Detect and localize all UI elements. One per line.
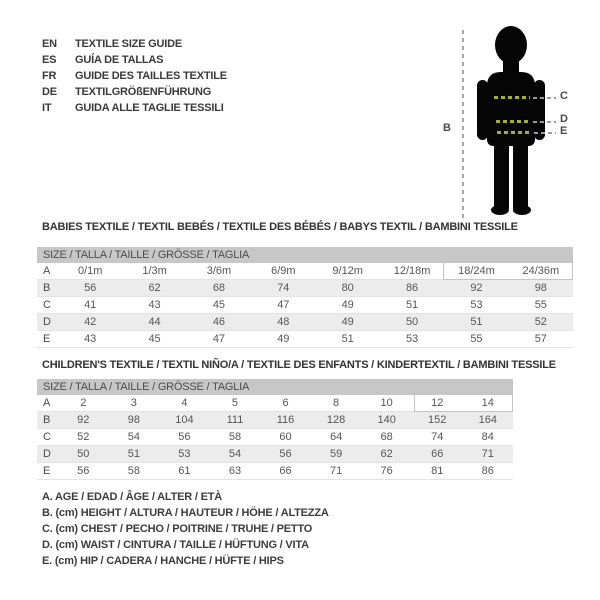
child-silhouette-icon: [456, 24, 566, 224]
hip-measure-dashes: [497, 131, 531, 134]
size-cell: 50: [405, 316, 419, 328]
size-cell: 4: [181, 397, 188, 409]
size-cell: 24/36m: [522, 265, 560, 277]
row-label: E: [43, 333, 51, 345]
size-cell: 76: [380, 465, 393, 477]
size-table-row-D: [37, 314, 573, 331]
size-cell: 51: [127, 448, 140, 460]
language-title: GUIDA ALLE TAGLIE TESSILI: [75, 102, 224, 114]
size-cell: 68: [212, 282, 226, 294]
size-cell: 63: [228, 465, 242, 477]
size-cell: 128: [326, 414, 346, 426]
size-cell: 60: [279, 431, 292, 443]
size-cell: 47: [277, 299, 290, 311]
size-cell: 54: [228, 448, 242, 460]
language-code: ES: [42, 54, 57, 66]
size-cell: 51: [470, 316, 483, 328]
chest-measure-leader: [533, 97, 556, 99]
language-title: GUIDE DES TAILLES TEXTILE: [75, 70, 227, 82]
size-cell: 86: [405, 282, 419, 294]
row-label: C: [43, 431, 51, 443]
row-label: C: [43, 299, 51, 311]
language-title: GUÍA DE TALLAS: [75, 54, 164, 66]
size-cell: 45: [212, 299, 226, 311]
size-cell: 42: [84, 316, 97, 328]
size-cell: 66: [431, 448, 444, 460]
size-cell: 58: [127, 465, 140, 477]
size-cell: 84: [481, 431, 494, 443]
size-cell: 59: [329, 448, 343, 460]
babies-section-title: BABIES TEXTILE / TEXTIL BEBÉS / TEXTILE DES BÉBÉS / BABYS TEXTIL / BAMBINI TESSILE: [42, 221, 518, 233]
size-cell: 51: [341, 333, 354, 345]
size-cell: 55: [534, 299, 547, 311]
size-cell: 164: [478, 414, 497, 426]
size-cell: 98: [127, 414, 140, 426]
size-cell: 53: [178, 448, 191, 460]
legend-line: C. (cm) CHEST / PECHO / POITRINE / TRUHE / PETTO: [42, 523, 313, 535]
size-cell: 41: [84, 299, 97, 311]
size-cell: 45: [148, 333, 161, 345]
size-cell: 68: [380, 431, 393, 443]
size-cell: 74: [431, 431, 444, 443]
size-cell: 49: [277, 333, 290, 345]
size-cell: 5: [231, 397, 239, 409]
size-cell: 81: [431, 465, 444, 477]
size-cell: 52: [77, 431, 90, 443]
size-cell: 64: [329, 431, 343, 443]
size-cell: 62: [380, 448, 393, 460]
row-label: B: [43, 414, 51, 426]
size-cell: 86: [481, 465, 494, 477]
size-cell: 92: [77, 414, 90, 426]
size-cell: 49: [341, 299, 354, 311]
row-label: E: [43, 465, 51, 477]
row-label: A: [43, 265, 51, 277]
language-code: FR: [42, 70, 57, 82]
size-cell: 14: [481, 397, 494, 409]
size-cell: 46: [212, 316, 226, 328]
size-cell: 61: [178, 465, 191, 477]
measurement-legend: [42, 489, 329, 569]
size-cell: 50: [77, 448, 90, 460]
size-cell: 56: [84, 282, 97, 294]
size-cell: 0/1m: [77, 265, 103, 277]
size-cell: 1/3m: [142, 265, 167, 277]
row-label: B: [43, 282, 51, 294]
size-cell: 92: [470, 282, 483, 294]
chest-measure-dashes: [494, 96, 530, 99]
language-row: [42, 36, 227, 52]
size-cell: 8: [333, 397, 340, 409]
language-row: [42, 68, 227, 84]
size-cell: 49: [341, 316, 354, 328]
size-cell: 43: [84, 333, 97, 345]
size-cell: 2: [80, 397, 87, 409]
size-cell: 10: [380, 397, 393, 409]
size-cell: 55: [470, 333, 483, 345]
size-table-row-A: [37, 395, 513, 412]
size-cell: 43: [148, 299, 161, 311]
size-table-row-D: [37, 446, 513, 463]
language-code: IT: [42, 102, 52, 114]
language-title: TEXTILGRÖßENFÜHRUNG: [75, 86, 212, 98]
size-cell: 6: [282, 397, 289, 409]
children-section-title: CHILDREN'S TEXTILE / TEXTIL NIÑO/A / TEXTILE DES ENFANTS / KINDERTEXTIL / BAMBINI TESSILE: [42, 359, 556, 371]
size-cell: 6/9m: [271, 265, 296, 277]
hip-measure-label: E: [560, 125, 568, 137]
size-table-row-C: [37, 297, 573, 314]
size-cell: 104: [175, 414, 194, 426]
size-cell: 71: [481, 448, 494, 460]
size-cell: 66: [279, 465, 292, 477]
babies-size-table: [37, 247, 573, 348]
size-cell: 47: [212, 333, 226, 345]
size-cell: 51: [405, 299, 419, 311]
legend-line: A. AGE / EDAD / ÂGE / ALTER / ETÀ: [42, 491, 223, 503]
size-cell: 48: [277, 316, 290, 328]
size-cell: 57: [534, 333, 547, 345]
size-cell: 12/18m: [393, 265, 431, 277]
size-cell: 9/12m: [332, 265, 363, 277]
size-table-row-A: [37, 263, 573, 280]
size-cell: 3/6m: [206, 265, 232, 277]
language-code: DE: [42, 86, 57, 98]
size-cell: 62: [148, 282, 161, 294]
size-cell: 111: [226, 414, 244, 426]
size-cell: 98: [534, 282, 547, 294]
size-cell: 3: [130, 397, 137, 409]
hip-measure-leader: [534, 132, 556, 134]
size-table-row-E: [37, 463, 513, 480]
language-row: [42, 52, 227, 68]
size-cell: 56: [77, 465, 90, 477]
size-cell: 52: [534, 316, 547, 328]
size-cell: 18/24m: [458, 265, 495, 277]
waist-measure-dashes: [496, 120, 530, 123]
size-cell: 56: [279, 448, 292, 460]
waist-measure-label: D: [560, 113, 568, 125]
language-title: TEXTILE SIZE GUIDE: [75, 38, 183, 50]
children-size-table: [37, 379, 513, 480]
row-label: D: [43, 316, 51, 328]
size-table-row-C: [37, 429, 513, 446]
size-cell: 53: [405, 333, 419, 345]
size-cell: 54: [127, 431, 140, 443]
row-label: D: [43, 448, 51, 460]
size-cell: 56: [178, 431, 191, 443]
row-label: A: [43, 397, 51, 409]
size-table-row-E: [37, 331, 573, 348]
legend-line: E. (cm) HIP / CADERA / HANCHE / HÜFTE / HIPS: [42, 555, 284, 567]
size-cell: 80: [341, 282, 354, 294]
size-cell: 44: [148, 316, 161, 328]
language-row: [42, 84, 227, 100]
babies-size-header: SIZE / TALLA / TAILLE / GRÖSSE / TAGLIA: [37, 247, 573, 263]
babies-size-rows: [37, 263, 573, 348]
size-table-row-B: [37, 412, 513, 429]
size-cell: 71: [329, 465, 343, 477]
language-code: EN: [42, 38, 57, 50]
chest-measure-label: C: [560, 90, 568, 102]
size-cell: 12: [431, 397, 444, 409]
children-size-header: SIZE / TALLA / TAILLE / GRÖSSE / TAGLIA: [37, 379, 513, 395]
language-list: [42, 36, 227, 116]
size-cell: 152: [428, 414, 447, 426]
size-table-row-B: [37, 280, 573, 297]
legend-line: B. (cm) HEIGHT / ALTURA / HAUTEUR / HÖHE / ALTEZZA: [42, 507, 329, 519]
size-cell: 53: [470, 299, 483, 311]
children-size-rows: [37, 395, 513, 480]
legend-line: D. (cm) WAIST / CINTURA / TAILLE / HÜFTUNG / VITA: [42, 539, 309, 551]
size-cell: 74: [277, 282, 290, 294]
size-cell: 140: [377, 414, 396, 426]
language-row: [42, 100, 227, 116]
size-cell: 116: [276, 414, 295, 426]
waist-measure-leader: [533, 121, 556, 123]
height-measure-label: B: [443, 122, 451, 134]
size-cell: 58: [228, 431, 242, 443]
